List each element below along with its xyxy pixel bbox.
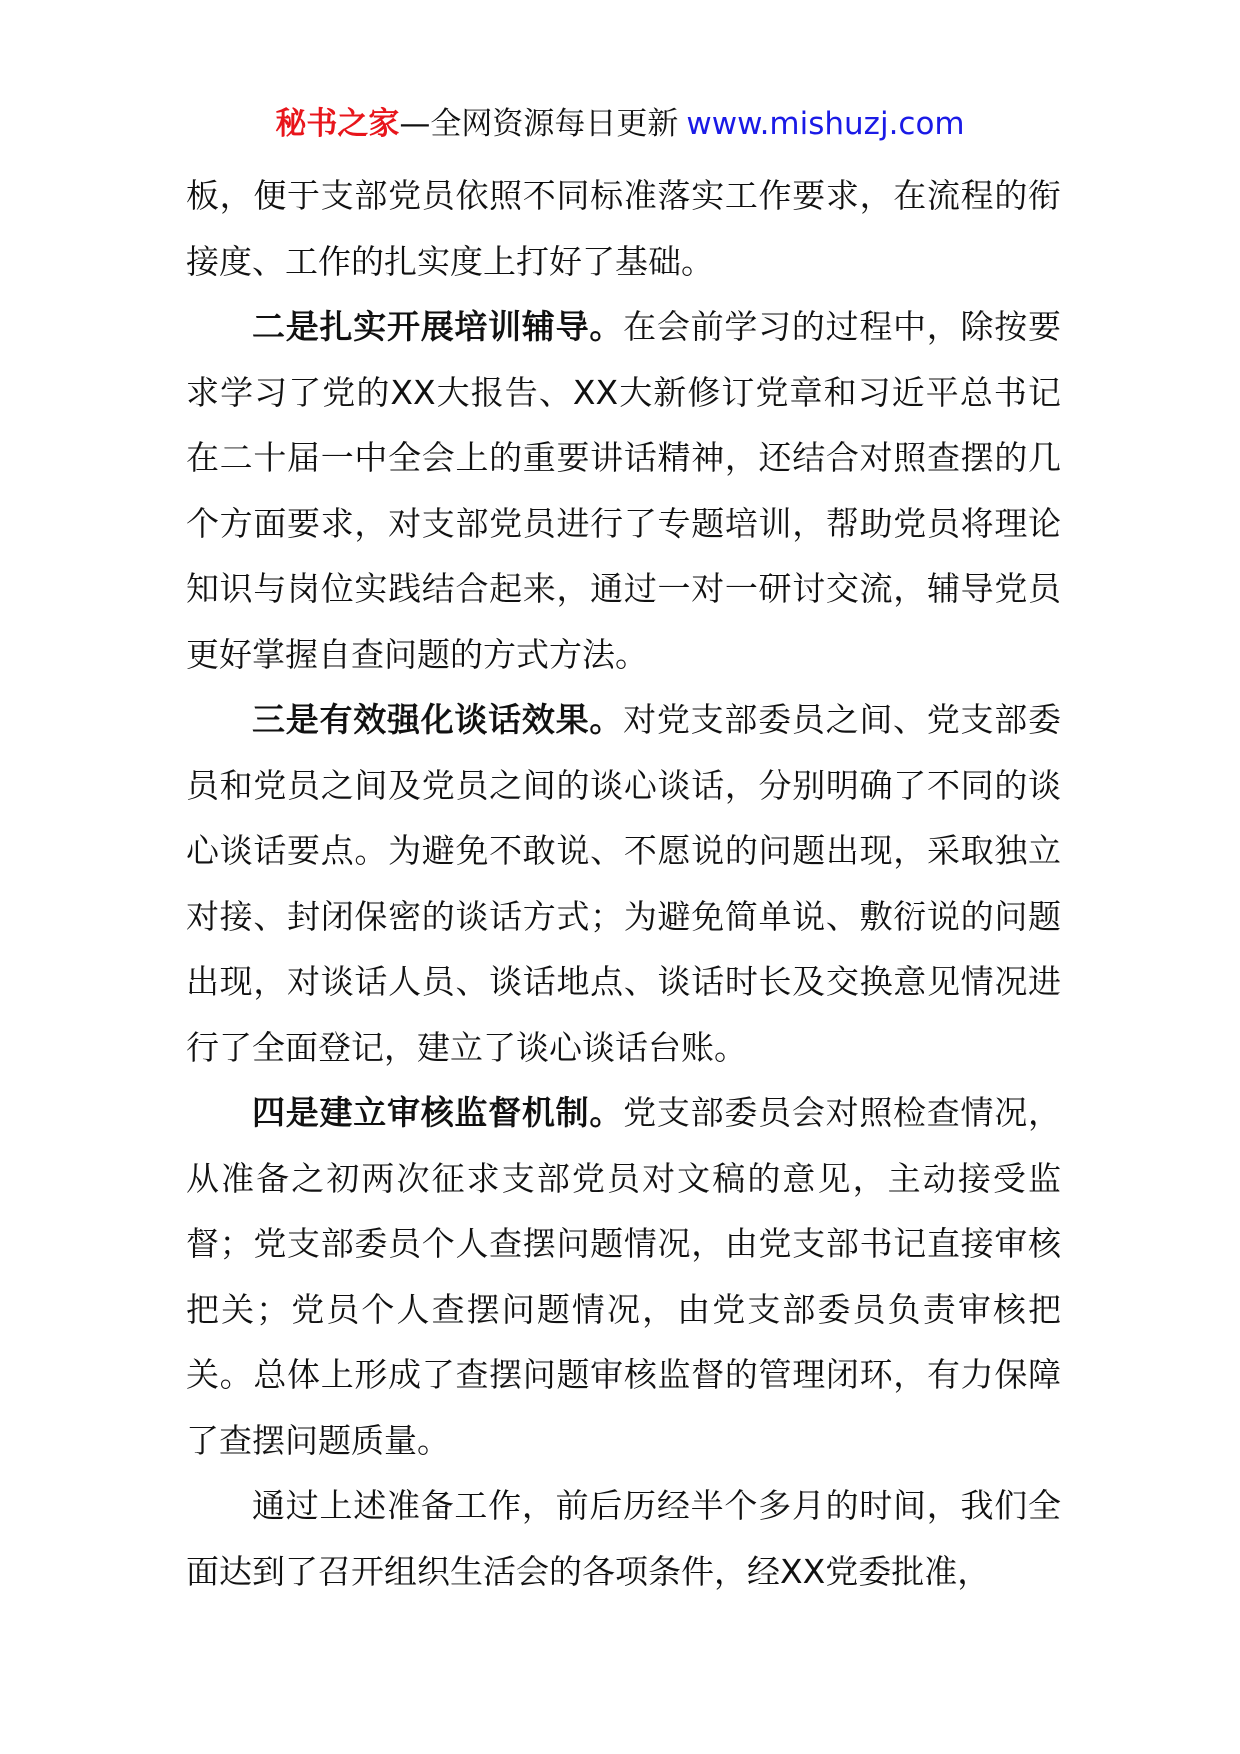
paragraph-text: 对党支部委员之间、党支部委员和党员之间及党员之间的谈心谈话，分别明确了不同的谈心谈话要点。为避免不敢说、不愿说的问题出现，采取独立对接、封闭保密的谈话方式；为避免简单说、敷衍说的问题出现，对谈话人员、谈话地点、谈话时长及交换意见情况进行了全面登记，建立了谈心谈话台账。 — [186, 700, 1062, 1067]
paragraph-lead: 四是建立审核监督机制。 — [252, 1093, 624, 1132]
paragraph-text: 板，便于支部党员依照不同标准落实工作要求，在流程的衔接度、工作的扎实度上打好了基础。 — [186, 176, 1061, 281]
paragraph-summary — [186, 1473, 1061, 1604]
paragraph-lead: 三是有效强化谈话效果。 — [252, 700, 624, 739]
paragraph-text: 党支部委员会对照检查情况，从准备之初两次征求支部党员对文稿的意见，主动接受监督；党支部委员个人查摆问题情况，由党支部书记直接审核把关；党员个人查摆问题情况，由党支部委员负责审核把关。总体上形成了查摆问题审核监督的管理闭环，有力保障了查摆问题质量。 — [186, 1093, 1062, 1460]
site-brand: 秘书之家 — [275, 106, 400, 142]
page-header — [0, 104, 1240, 144]
document-body — [186, 163, 1061, 1604]
site-tagline: —全网资源每日更新 — [399, 106, 679, 142]
paragraph-training — [186, 294, 1061, 687]
paragraph-text: 通过上述准备工作，前后历经半个多月的时间，我们全面达到了召开组织生活会的各项条件，经XX党委批准， — [186, 1486, 1061, 1591]
paragraph-text: 在会前学习的过程中，除按要求学习了党的XX大报告、XX大新修订党章和习近平总书记在二十届一中全会上的重要讲话精神，还结合对照查摆的几个方面要求，对支部党员进行了专题培训，帮助党员将理论知识与岗位实践结合起来，通过一对一研讨交流，辅导党员更好掌握自查问题的方式方法。 — [186, 307, 1062, 674]
site-url-link[interactable]: www.mishuzj.com — [686, 106, 965, 142]
paragraph-review — [186, 1080, 1061, 1473]
paragraph-talks — [186, 687, 1061, 1080]
paragraph-continued — [186, 163, 1061, 294]
paragraph-lead: 二是扎实开展培训辅导。 — [252, 307, 624, 346]
